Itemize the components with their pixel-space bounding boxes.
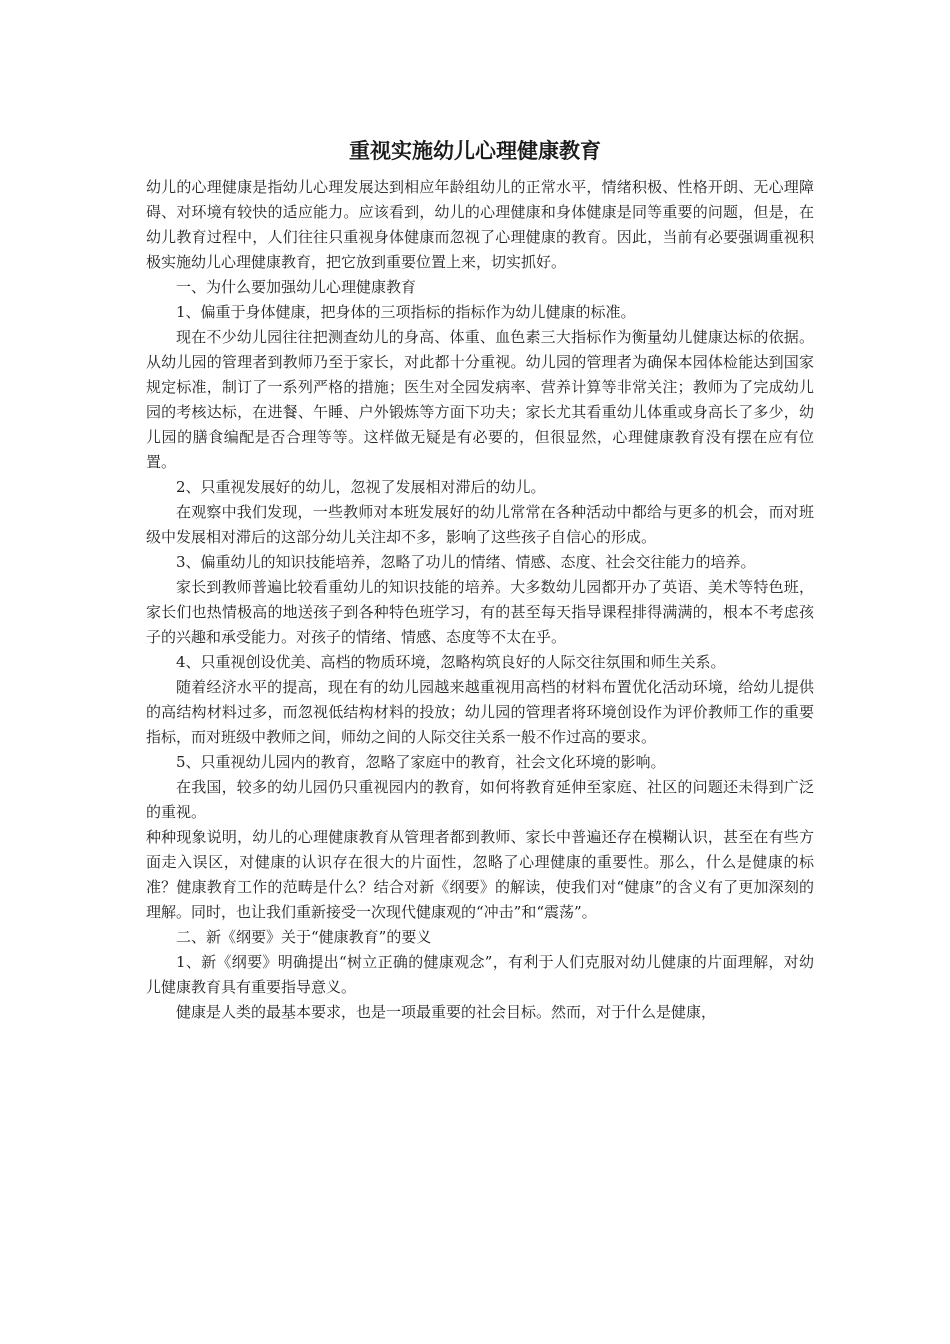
paragraph: 二、新《纲要》关于“健康教育”的要义	[176, 928, 432, 946]
paragraph: 种种现象说明，幼儿的心理健康教育从管理者都到教师、家长中普遍还存在模糊认识，甚至在有些方面走入误区，对健康的认识存在很大的片面性，忽略了心理健康的重要性。那么，什么是健康的标准？健康教育工作的范畴是什么？结合对新《纲要》的解读，使我们对“健康”的含义有了更加深刻的理解。同时，也让我们重新接受一次现代健康观的“冲击”和“震荡”。	[146, 828, 814, 921]
paragraph: 2、只重视发展好的幼儿，忽视了发展相对滞后的幼儿。	[176, 478, 546, 496]
paragraph: 1、新《纲要》明确提出“树立正确的健康观念”，有利于人们克服对幼儿健康的片面理解，对幼儿健康教育具有重要指导意义。	[146, 953, 814, 996]
paragraph: 1、偏重于身体健康，把身体的三项指标的指标作为幼儿健康的标准。	[176, 303, 636, 321]
document-title: 重视实施幼儿心理健康教育	[349, 139, 601, 163]
paragraph: 4、只重视创设优美、高档的物质环境，忽略构筑良好的人际交往氛围和师生关系。	[176, 653, 726, 671]
paragraph: 一、为什么要加强幼儿心理健康教育	[176, 278, 417, 296]
paragraph: 家长到教师普遍比较看重幼儿的知识技能的培养。大多数幼儿园都开办了英语、美术等特色班，家长们也热情极高的地送孩子到各种特色班学习，有的甚至每天指导课程排得满满的，根本不考虑孩子的兴趣和承受能力。对孩子的情绪、情感、态度等不太在乎。	[146, 578, 814, 646]
paragraph: 随着经济水平的提高，现在有的幼儿园越来越重视用高档的材料布置优化活动环境，给幼儿提供的高结构材料过多，而忽视低结构材料的投放；幼儿园的管理者将环境创设作为评价教师工作的重要指标，而对班级中教师之间，师幼之间的人际交往关系一般不作过高的要求。	[146, 678, 814, 746]
paragraph: 5、只重视幼儿园内的教育，忽略了家庭中的教育，社会文化环境的影响。	[176, 753, 666, 771]
paragraph: 幼儿的心理健康是指幼儿心理发展达到相应年龄组幼儿的正常水平，情绪积极、性格开朗、无心理障碍、对环境有较快的适应能力。应该看到，幼儿的心理健康和身体健康是同等重要的问题，但是，在幼儿教育过程中，人们往往只重视身体健康而忽视了心理健康的教育。因此，当前有必要强调重视积极实施幼儿心理健康教育，把它放到重要位置上来，切实抓好。	[146, 178, 814, 271]
paragraph: 现在不少幼儿园往往把测查幼儿的身高、体重、血色素三大指标作为衡量幼儿健康达标的依据。从幼儿园的管理者到教师乃至于家长，对此都十分重视。幼儿园的管理者为确保本园体检能达到国家规定标准，制订了一系列严格的措施；医生对全园发病率、营养计算等非常关注；教师为了完成幼儿园的考核达标，在进餐、午睡、户外锻炼等方面下功夫；家长尤其看重幼儿体重或身高长了多少，幼儿园的膳食编配是否合理等等。这样做无疑是有必要的，但很显然，心理健康教育没有摆在应有位置。	[146, 328, 814, 471]
paragraph: 在我国，较多的幼儿园仍只重视园内的教育，如何将教育延伸至家庭、社区的问题还未得到广泛的重视。	[146, 778, 814, 821]
paragraph: 健康是人类的最基本要求，也是一项最重要的社会目标。然而，对于什么是健康，	[176, 1003, 717, 1021]
document-body	[146, 175, 814, 1025]
paragraph: 在观察中我们发现，一些教师对本班发展好的幼儿常常在各种活动中都给与更多的机会，而对班级中发展相对滞后的这部分幼儿关注却不多，影响了这些孩子自信心的形成。	[146, 503, 814, 546]
paragraph: 3、偏重幼儿的知识技能培养，忽略了功儿的情绪、情感、态度、社会交往能力的培养。	[176, 553, 756, 571]
